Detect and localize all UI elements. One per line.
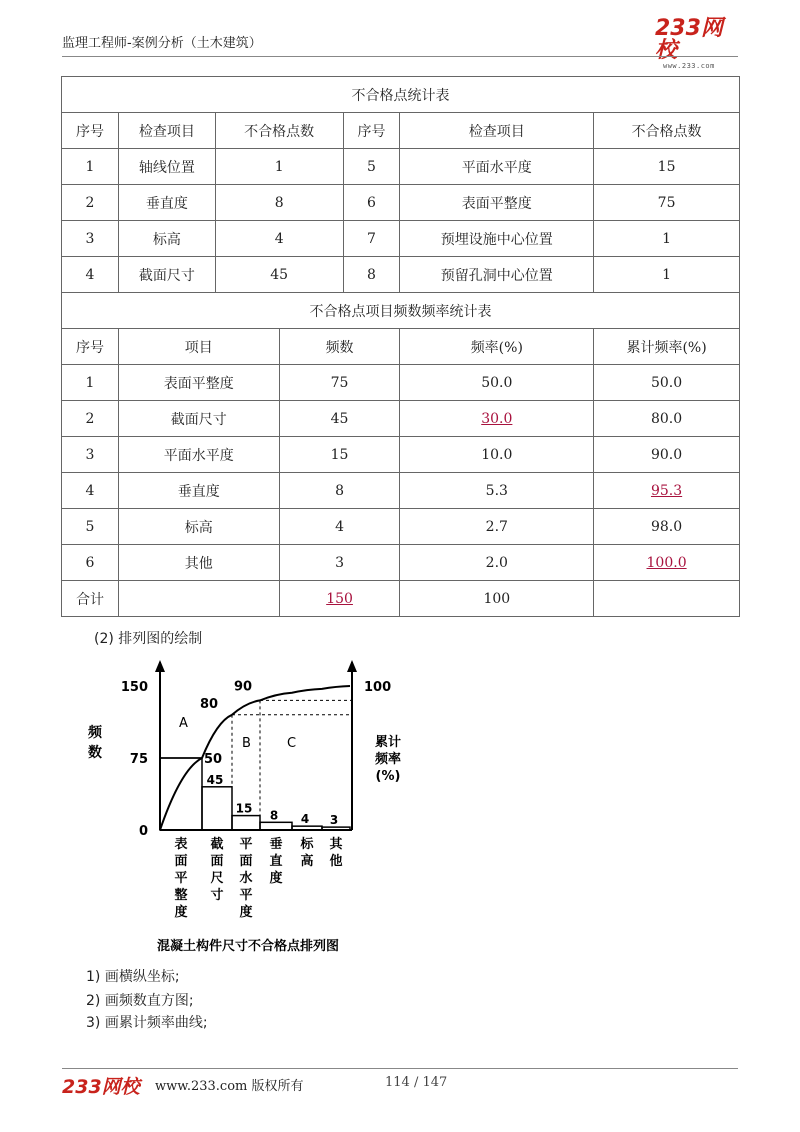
- table-cell: 2: [62, 185, 119, 221]
- category-label: 面: [239, 854, 253, 869]
- table-cell: 垂直度: [118, 473, 279, 509]
- table-cell: 45: [215, 257, 343, 293]
- table-cell: 75: [279, 365, 400, 401]
- curve-label: 50: [204, 752, 223, 767]
- answer-link[interactable]: 150: [326, 590, 353, 607]
- table-cell: 5: [62, 509, 119, 545]
- category-label: 寸: [210, 888, 224, 903]
- step-item: 3) 画累计频率曲线;: [86, 1015, 208, 1031]
- table-cell: 50.0: [594, 365, 740, 401]
- logo-text: 233网校: [655, 16, 723, 63]
- table-cell: 90.0: [594, 437, 740, 473]
- table1-header-cell: 检查项目: [118, 113, 215, 149]
- curve-label: 90: [234, 679, 253, 695]
- table-cell: 合计: [62, 581, 119, 617]
- table-cell: 7: [343, 221, 400, 257]
- table-cell: 1: [215, 149, 343, 185]
- table-cell: 表面平整度: [400, 185, 594, 221]
- category-label: 平: [239, 888, 253, 903]
- bar-value-label: 3: [329, 813, 339, 828]
- category-label: 度: [269, 871, 283, 886]
- page-number: 114 / 147: [385, 1075, 448, 1090]
- y2-axis-label: 频率: [374, 752, 402, 767]
- category-label: 平: [174, 871, 188, 886]
- category-label: 其: [329, 837, 343, 852]
- category-label: 水: [239, 871, 253, 886]
- category-label: 他: [329, 854, 343, 869]
- bar-value-label: 15: [235, 801, 253, 816]
- category-label: 度: [174, 905, 188, 920]
- table-cell: 其他: [118, 545, 279, 581]
- table-cell: 4: [279, 509, 400, 545]
- table-cell: 预埋设施中心位置: [400, 221, 594, 257]
- table-cell: 平面水平度: [118, 437, 279, 473]
- chart-layer: [88, 660, 401, 954]
- table-cell: 3: [279, 545, 400, 581]
- bar-value-label: 45: [206, 772, 224, 787]
- right-axis-arrow: [347, 660, 357, 672]
- logo-url: www.233.com: [663, 62, 715, 70]
- category-label: 度: [239, 905, 253, 920]
- table2-header-cell: 频数: [279, 329, 400, 365]
- answer-link[interactable]: 100.0: [646, 554, 687, 571]
- table-cell: 98.0: [594, 509, 740, 545]
- table-cell: 截面尺寸: [118, 257, 215, 293]
- table-cell: 1: [594, 257, 740, 293]
- category-label: 垂: [269, 837, 283, 852]
- left-axis-arrow: [155, 660, 165, 672]
- table-cell: 2.0: [400, 545, 594, 581]
- table2-title: 不合格点项目频数频率统计表: [62, 293, 740, 329]
- zone-label: A: [179, 716, 188, 731]
- table-cell: 标高: [118, 221, 215, 257]
- curve-label: 80: [200, 696, 219, 712]
- table-cell: 6: [343, 185, 400, 221]
- chart-title: 混凝土构件尺寸不合格点排列图: [156, 939, 340, 954]
- table-cell: 5: [343, 149, 400, 185]
- y2-axis-label: 累计: [374, 735, 402, 750]
- y-axis-label: 数: [88, 745, 102, 761]
- table-cell: 8: [215, 185, 343, 221]
- table-cell: 4: [215, 221, 343, 257]
- table1-header-cell: 序号: [343, 113, 400, 149]
- zone-label: C: [287, 736, 297, 751]
- y-axis-label: 频: [88, 725, 102, 741]
- step-item: 2) 画频数直方图;: [86, 993, 194, 1009]
- table-cell: 80.0: [594, 401, 740, 437]
- table-cell: 10.0: [400, 437, 594, 473]
- table-cell: 4: [62, 257, 119, 293]
- bar: [232, 816, 260, 830]
- bar-value-label: 8: [269, 808, 279, 823]
- category-label: 整: [174, 888, 188, 903]
- header-title: 监理工程师-案例分析（土木建筑）: [62, 36, 262, 51]
- right-tick-label: 100: [364, 680, 392, 695]
- table2-header-cell: 累计频率(%): [594, 329, 740, 365]
- left-tick-label: 75: [129, 752, 148, 767]
- table1-title: 不合格点统计表: [62, 77, 740, 113]
- category-label: 面: [174, 854, 188, 869]
- table1-header-cell: 序号: [62, 113, 119, 149]
- table-cell: 100: [400, 581, 594, 617]
- table-cell: 轴线位置: [118, 149, 215, 185]
- table2-header-cell: 频率(%): [400, 329, 594, 365]
- table-cell: 预留孔洞中心位置: [400, 257, 594, 293]
- left-tick-label: 150: [120, 680, 148, 695]
- y2-axis-label: (%): [375, 769, 401, 784]
- table-cell: 15: [279, 437, 400, 473]
- zone-label: B: [242, 736, 251, 751]
- category-label: 面: [210, 854, 224, 869]
- footer-divider: [62, 1068, 738, 1069]
- bar: [202, 787, 232, 830]
- category-label: 直: [269, 854, 283, 869]
- table1-header-cell: 不合格点数: [215, 113, 343, 149]
- table-cell: 8: [279, 473, 400, 509]
- table2-header-cell: 序号: [62, 329, 119, 365]
- bar: [292, 826, 322, 830]
- footer-copyright: www.233.com 版权所有: [155, 1079, 304, 1094]
- table-cell: 6: [62, 545, 119, 581]
- table2-header-cell: 项目: [118, 329, 279, 365]
- footer-logo[interactable]: 233网校: [62, 1076, 140, 1098]
- table-cell: 1: [62, 365, 119, 401]
- table-cell: 2.7: [400, 509, 594, 545]
- category-label: 尺: [210, 871, 224, 886]
- answer-link[interactable]: 30.0: [481, 410, 513, 427]
- table-cell: 45: [279, 401, 400, 437]
- category-label: 表: [174, 837, 188, 852]
- table1-header-cell: 检查项目: [400, 113, 594, 149]
- category-label: 标: [300, 837, 314, 852]
- bar-value-label: 4: [300, 812, 310, 827]
- section-caption: (2) 排列图的绘制: [94, 631, 203, 647]
- bar: [322, 827, 350, 830]
- bar: [160, 758, 202, 830]
- table-cell: 15: [594, 149, 740, 185]
- table-cell: 8: [343, 257, 400, 293]
- answer-link[interactable]: 95.3: [650, 482, 683, 499]
- table-cell: 1: [594, 221, 740, 257]
- table-cell: 截面尺寸: [118, 401, 279, 437]
- left-tick-label: 0: [138, 824, 148, 839]
- step-item: 1) 画横纵坐标;: [86, 969, 180, 985]
- category-label: 平: [239, 837, 253, 852]
- table-cell: 标高: [118, 509, 279, 545]
- table-cell: 5.3: [400, 473, 594, 509]
- category-label: 截: [210, 837, 224, 852]
- table-cell: 75: [594, 185, 740, 221]
- table-cell: 平面水平度: [400, 149, 594, 185]
- table-cell: 表面平整度: [118, 365, 279, 401]
- bar: [260, 822, 292, 830]
- category-label: 高: [300, 854, 314, 869]
- table1-header-cell: 不合格点数: [594, 113, 740, 149]
- table-cell: 1: [62, 149, 119, 185]
- table-cell: 垂直度: [118, 185, 215, 221]
- table-cell: 3: [62, 437, 119, 473]
- table-cell: 50.0: [400, 365, 594, 401]
- table-cell: 2: [62, 401, 119, 437]
- table-cell: 4: [62, 473, 119, 509]
- table-cell: 3: [62, 221, 119, 257]
